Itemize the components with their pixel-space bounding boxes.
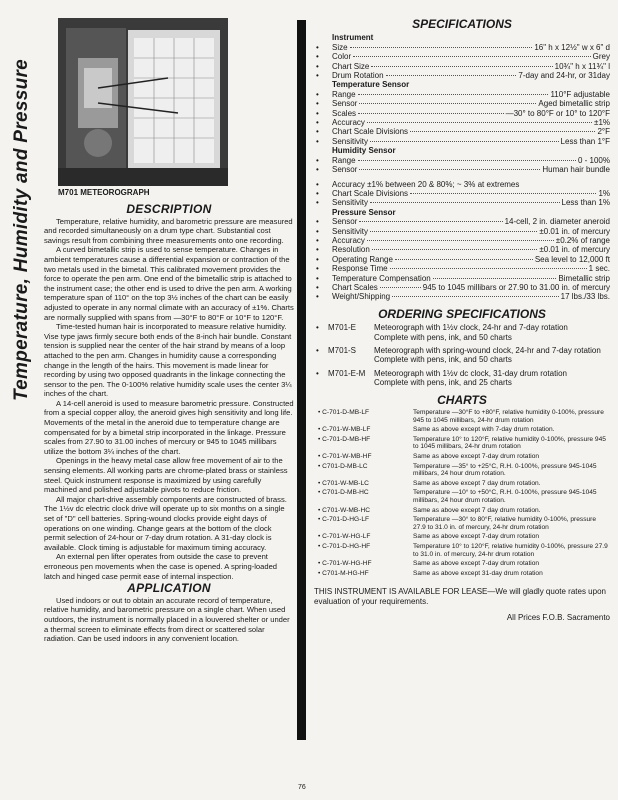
spec-label: Range: [332, 89, 356, 99]
spec-value: 945 to 1045 millibars or 27.90 to 31.00 in. of mercury: [422, 282, 610, 292]
spec-label: Chart Scale Divisions: [332, 188, 409, 198]
chart-code-text: C-701-W-HG-LF: [322, 533, 371, 541]
spec-value: 1 sec.: [588, 264, 610, 274]
spec-row: [316, 156, 610, 165]
bullet: •: [316, 42, 319, 52]
description-heading: DESCRIPTION: [126, 202, 212, 216]
order-contents: Complete with pens, ink, and 50 charts: [374, 355, 512, 365]
spec-pressure-rows: [314, 217, 610, 302]
chart-item: [314, 489, 610, 504]
spec-row: [316, 137, 610, 146]
spec-label: Accuracy: [332, 118, 365, 128]
dot-leader: [392, 296, 559, 297]
chart-description: Temperature —30° to 80°F, relative humidity 0-100%, pressure 27.9 to 31.0 in. of mercury, 24-hr drum rotation: [413, 516, 597, 531]
chart-item: [314, 570, 610, 578]
spec-label: Sensor: [332, 165, 358, 175]
spec-row: [316, 109, 610, 118]
spec-label: Sensitivity: [332, 198, 369, 208]
dot-leader: [370, 231, 537, 232]
spec-row: [316, 217, 610, 226]
chart-code-text: C701-D-MB-LC: [322, 462, 368, 470]
dot-leader: [350, 47, 533, 48]
spec-label: Sensor: [332, 99, 358, 109]
chart-code: • C-701-W-MB-HF: [318, 453, 372, 460]
spec-value: 2°F: [597, 127, 610, 137]
dot-leader: [358, 94, 549, 95]
spec-row: [316, 165, 610, 174]
spec-groups: [314, 33, 610, 174]
spec-row: [316, 180, 610, 189]
chart-item: [314, 453, 610, 461]
spec-row: [316, 189, 610, 198]
bullet: •: [316, 273, 319, 283]
bullet: •: [316, 368, 319, 378]
order-code: M701-S: [328, 346, 357, 355]
spec-label: Size: [332, 42, 348, 52]
order-description: [374, 346, 610, 365]
chart-code: • C701-W-MB-LC: [318, 479, 369, 487]
spec-row: [316, 264, 610, 273]
spec-row: [316, 255, 610, 264]
spec-value: ±0.2% of range: [555, 235, 610, 245]
spec-label: Accuracy: [332, 235, 365, 245]
spec-row: [316, 127, 610, 136]
description-paragraph: A curved bimetallic strip is used to sense temperature. Changes in ambient temperatures cause a differential expansion or contraction of the two metals used in the bimetal. This calibrated movement provides the force to operate the pen arm. One end of the bimetallic strip is attached to the instrument case; the other end is used to drive the pen arm. A working temperature span of 110° on the top 3½ inches of the chart can be easily adjusted to operate in any normal climate with an accuracy of ±1%. Charts are normally supplied with spans from —30°F to 80°F or 10°F to 120°F.: [44, 245, 294, 322]
spec-row: [316, 227, 610, 236]
bullet: •: [316, 254, 319, 264]
spec-row: [316, 62, 610, 71]
bullet: •: [316, 155, 319, 165]
spec-value: 0 - 100%: [577, 155, 610, 165]
chart-description: Same as above except 7 day drum rotation.: [413, 479, 541, 487]
bullet: •: [316, 127, 319, 137]
bullet: •: [316, 245, 319, 255]
description-paragraph: All major chart-drive assembly components are constructed of brass. The 1½v dc electric clock drive will operate up to six months on a single set of "D" cell batteries. Spring-wound clocks provide eight days of operations on one winding. Change gears at the bottom of the clock permit selection of 24-hour or 7-day drum rotation. A 31-day clock is available. Clock timing is adjustable for maximum timing accuracy.: [44, 494, 287, 552]
order-contents: Complete with pens, ink, and 50 charts: [374, 332, 512, 342]
chart-code-text: C701-W-MB-HC: [322, 506, 371, 514]
chart-code-text: C-701-D-MB-HF: [322, 435, 371, 443]
spec-value: Grey: [592, 52, 610, 62]
spec-label: Resolution: [332, 245, 370, 255]
bullet: •: [316, 108, 319, 118]
dot-leader: [395, 259, 533, 260]
dot-leader: [371, 66, 552, 67]
ordering-item: [316, 346, 610, 365]
ordering-heading: ORDERING SPECIFICATIONS: [378, 306, 546, 321]
spec-row: [316, 236, 610, 245]
chart-code-text: C701-M-HG-HF: [322, 569, 369, 577]
bullet: •: [316, 99, 319, 109]
spec-row: [316, 71, 610, 80]
page-edge-bar: [297, 20, 306, 740]
chart-code: • C701-M-HG-HF: [318, 569, 369, 577]
order-code: M701-E-M: [328, 368, 366, 378]
spec-label: Sensor: [332, 217, 358, 227]
chart-item: [314, 533, 610, 541]
chart-item: [314, 507, 610, 515]
spec-value: 1%: [598, 188, 610, 198]
chart-code: • C-701-D-MB-LF: [318, 409, 370, 417]
order-description: [374, 369, 610, 388]
charts-list: [314, 409, 610, 577]
chart-description: Temperature 10° to 120°F, relative humidity 0-100%, pressure 945 to 1045 millibars, 24-hr drum rotation: [413, 435, 606, 451]
spec-value: ±1%: [594, 118, 610, 128]
bullet: •: [316, 282, 319, 292]
spec-label: Sensitivity: [332, 136, 369, 146]
chart-description: Same as above except 7-day drum rotation: [413, 560, 540, 568]
spec-group-title: Temperature Sensor: [332, 80, 410, 90]
spec-label: Accuracy ±1% between 20 & 80%; ~ 3% at extremes: [332, 179, 520, 189]
spec-value: —30° to 80°F or 10° to 120°F: [505, 108, 610, 118]
chart-item: [314, 480, 610, 488]
bullet: •: [316, 264, 319, 274]
page-number: 76: [298, 784, 306, 791]
spec-group-title: Humidity Sensor: [332, 146, 396, 156]
chart-description: Temperature —35° to +25°C, R.H. 0-100%, pressure 945-1045 millibars, 24 hour drum rotation.: [413, 462, 597, 478]
spec-humidity-extra: [314, 180, 610, 208]
chart-code-text: C701-W-MB-LC: [322, 479, 369, 487]
chart-code-text: C-701-D-HG-LF: [322, 516, 370, 524]
spec-label: Range: [332, 155, 356, 165]
spec-row: [316, 292, 610, 301]
chart-description: Same as above except with 7-day drum rotation.: [413, 426, 555, 434]
application-text: Used indoors or out to obtain an accurate record of temperature, relative humidity, and barometric pressure on a single chart. When used outdoors, the instrument is normally placed in a louvered shelter or under a thermal screen to eliminate effects from direct or scattered solar radiation. Can be used indoors in any convenient location.: [44, 595, 290, 644]
ordering-list: [314, 323, 610, 387]
dot-leader: [359, 103, 536, 104]
spec-label: Chart Size: [332, 61, 370, 71]
spec-row: [316, 52, 610, 61]
chart-code: • C-701-D-HG-HF: [318, 542, 371, 550]
order-contents: Complete with pens, ink, and 25 charts: [374, 378, 512, 388]
chart-item: [314, 436, 610, 451]
bullet: •: [316, 346, 319, 355]
chart-code: • C-701-W-HG-LF: [318, 533, 371, 541]
dot-leader: [359, 221, 502, 222]
specifications-column: [314, 17, 610, 623]
spec-value: ±0.01 in. of mercury: [539, 226, 610, 236]
spec-value: 14-cell, 2 in. diameter aneroid: [504, 217, 610, 227]
bullet: •: [316, 198, 319, 208]
dot-leader: [367, 122, 592, 123]
bullet: •: [316, 179, 319, 189]
bullet: •: [316, 165, 319, 175]
chart-item: [314, 543, 610, 558]
bullet: •: [316, 292, 319, 302]
application-heading: APPLICATION: [127, 581, 211, 596]
meteorograph-photo: [58, 18, 228, 186]
chart-code-text: C-701-D-MB-LF: [322, 409, 370, 417]
spec-value: ±0.01 in. of mercury: [539, 245, 610, 255]
bullet: •: [316, 188, 319, 198]
photo-caption: M701 METEOROGRAPH: [58, 188, 150, 197]
dot-leader: [358, 160, 576, 161]
bullet: •: [316, 89, 319, 99]
spec-value: Less than 1%: [561, 198, 610, 208]
spec-group-title: Instrument: [332, 33, 374, 43]
dot-leader: [353, 56, 591, 57]
description-paragraph: Time-tested human hair is incorporated to measure relative humidity. Vise type jaws firmly secure both ends of the 8-inch hair bundle. Constant tension is supplied near the center of the hair strand by means of a loop attached to the pen arm. Changes in humidity cause a corresponding change in the length of the hairs. This movement is made linear for recording by using two opposed quadrants in the linkage connecting the sensor to the pen. The 0-100% relative humidity scale uses the center 3¼ inches of the chart.: [44, 322, 292, 399]
dot-leader: [370, 141, 559, 142]
chart-description: Same as above except 7-day drum rotation: [413, 453, 540, 460]
order-description: [374, 323, 610, 342]
chart-code-text: C-701-W-MB-HF: [322, 453, 372, 460]
dot-leader: [367, 240, 554, 241]
chart-code: • C-701-W-HG-HF: [318, 560, 372, 568]
chart-code-text: C-701-W-MB-LF: [322, 426, 371, 434]
spec-label: Operating Range: [332, 254, 393, 264]
bullet: •: [316, 217, 319, 227]
spec-value: Bimetallic strip: [558, 273, 610, 283]
specifications-heading: SPECIFICATIONS: [412, 17, 512, 31]
spec-label: Weight/Shipping: [332, 292, 391, 302]
spec-row: [316, 90, 610, 99]
side-title-text: Temperature, Humidity and Pressure: [11, 58, 32, 402]
chart-description: Temperature —10° to +50°C, R.H. 0-100%, pressure 945-1045 millibars, 24 hour drum rotation.: [413, 489, 597, 504]
order-desc-text: Meteorograph with 1½v clock, 24-hr and 7-day rotation: [374, 323, 568, 333]
spec-value: 17 lbs./33 lbs.: [560, 292, 610, 302]
spec-value: Less than 1°F: [560, 136, 610, 146]
order-desc-text: Meteorograph with 1½v dc clock, 31-day drum rotation: [374, 368, 567, 378]
dot-leader: [433, 278, 557, 279]
charts-heading: CHARTS: [437, 392, 487, 407]
chart-item: [314, 409, 610, 424]
spec-label: Response Time: [332, 264, 388, 274]
spec-row: [316, 99, 610, 108]
dot-leader: [370, 202, 560, 203]
chart-code: • C-701-D-MB-HF: [318, 435, 371, 443]
description-column: [44, 202, 294, 644]
spec-value: 16" h x 12½" w x 6" d: [534, 42, 610, 52]
spec-value: Sea level to 12,000 ft: [534, 254, 610, 264]
spec-label: Color: [332, 52, 352, 62]
spec-group-title: Pressure Sensor: [332, 207, 396, 217]
chart-code: • C-701-D-HG-LF: [318, 516, 370, 524]
spec-row: [316, 43, 610, 52]
chart-item: [314, 426, 610, 434]
spec-label: Temperature Compensation: [332, 273, 431, 283]
description-paragraph: Temperature, relative humidity, and barometric pressure are measured and recorded simultaneously on a drum type chart. Substantial cost savings result from combining three measurements onto one recording.: [44, 216, 293, 245]
description-paragraph: Openings in the heavy metal case allow free movement of air to the sensing elements. All working parts are chrome-plated brass or stainless steel. Quick instrument response is maximized by using carefully machined and polished adjustable pivots to reduce friction.: [44, 456, 288, 495]
dot-leader: [358, 113, 504, 114]
chart-description: Temperature 10° to 120°F, relative humidity 0-100%, pressure 27.9 to 31.0 in. of mercury, 24-hr drum rotation: [413, 542, 608, 558]
bullet: •: [316, 136, 319, 146]
spec-row: [316, 198, 610, 207]
spec-label: Sensitivity: [332, 226, 369, 236]
chart-description: Same as above except 31-day drum rotation: [413, 569, 543, 577]
dot-leader: [359, 169, 540, 170]
dot-leader: [386, 75, 517, 76]
spec-value: 7-day and 24-hr, or 31day: [518, 71, 610, 81]
lease-note: THIS INSTRUMENT IS AVAILABLE FOR LEASE—We will gladly quote rates upon evaluation of your requirements.: [314, 587, 606, 607]
spec-row: [316, 118, 610, 127]
chart-code-text: C-701-D-HG-HF: [322, 542, 371, 550]
bullet: •: [316, 235, 319, 245]
order-code: M701-E: [328, 323, 357, 333]
spec-label: Drum Rotation: [332, 71, 384, 81]
spec-value: Aged bimetallic strip: [538, 99, 610, 109]
chart-description: Temperature —30°F to +80°F, relative humidity 0-100%, pressure 945 to 1045 millibars, 24-hr drum rotation: [413, 409, 604, 424]
spec-value: 10¾" h x 11¾" l: [554, 61, 610, 71]
chart-code-text: C-701-W-HG-HF: [322, 560, 372, 568]
bullet: •: [316, 118, 319, 128]
ordering-item: [316, 369, 610, 388]
bullet: •: [316, 226, 319, 236]
bullet: •: [316, 71, 319, 81]
order-desc-text: Meteorograph with spring-wound clock, 24-hr and 7-day rotation: [374, 346, 601, 355]
bullet: •: [316, 61, 319, 71]
spec-row: [316, 274, 610, 283]
ordering-item: [316, 323, 610, 342]
spec-value: 110°F adjustable: [550, 89, 610, 99]
bullet: •: [316, 323, 319, 333]
description-paragraph: An external pen lifter operates from outside the case to prevent erroneous pen movements when the case is opened. A spring-loaded latch and hinged case permit ease of internal inspection.: [44, 552, 278, 581]
chart-item: [314, 516, 610, 531]
dot-leader: [380, 287, 421, 288]
chart-description: Same as above except 7 day drum rotation.: [413, 506, 541, 514]
spec-row: [316, 283, 610, 292]
dot-leader: [372, 249, 538, 250]
chart-code: • C701-D-MB-HC: [318, 489, 369, 497]
chart-code: • C701-D-MB-LC: [318, 462, 368, 470]
chart-description: Same as above except 7-day drum rotation: [413, 533, 540, 541]
dot-leader: [410, 131, 595, 132]
chart-code: • C-701-W-MB-LF: [318, 426, 371, 434]
spec-label: Chart Scales: [332, 282, 378, 292]
dot-leader: [410, 193, 596, 194]
spec-label: Scales: [332, 108, 357, 118]
chart-code: • C701-W-MB-HC: [318, 506, 371, 514]
bullet: •: [316, 52, 319, 62]
description-paragraph: A 14-cell aneroid is used to measure barometric pressure. Constructed from a special copper alloy, the aneroid gives high sensitivity and long life. Movements of the metal in the aneroid due to temperature change are compensated for by a bimetal strip incorporated in the linkage. Pressure scales from 27.90 to 31.00 inches of mercury or 945 to 1045 millibars utilize the bottom 3¼ inches of the chart.: [44, 398, 294, 456]
prices-note: All Prices F.O.B. Sacramento: [506, 613, 610, 623]
spec-row: [316, 245, 610, 254]
chart-item: [314, 463, 610, 478]
chart-item: [314, 560, 610, 568]
spec-value: Human hair bundle: [542, 165, 610, 175]
side-title: [2, 58, 42, 402]
spec-label: Chart Scale Divisions: [332, 127, 409, 137]
chart-code-text: C701-D-MB-HC: [322, 489, 369, 497]
dot-leader: [390, 268, 587, 269]
